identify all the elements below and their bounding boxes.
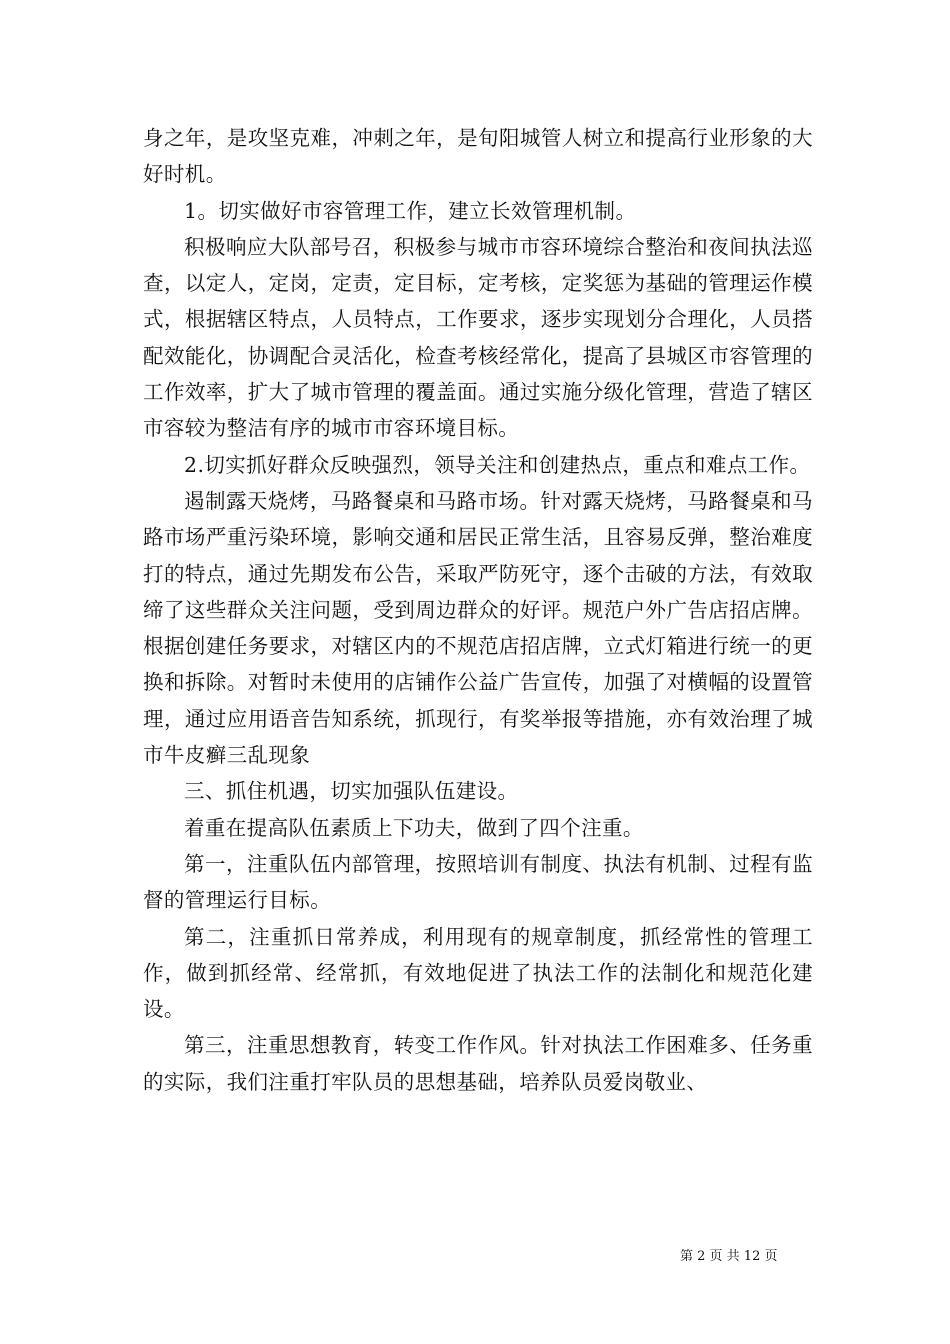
paragraph-8: 第一，注重队伍内部管理，按照培训有制度、执法有机制、过程有监督的管理运行目标。 <box>143 851 813 913</box>
paragraph-4: 2.切实抓好群众反映强烈，领导关注和创建热点，重点和难点工作。 <box>184 452 811 477</box>
page-number-label: 第 2 页 共 12 页 <box>680 1249 778 1264</box>
paragraph-2: 1。切实做好市容管理工作，建立长效管理机制。 <box>184 198 637 223</box>
paragraph-10: 第三，注重思想教育，转变工作作风。针对执法工作困难多、任务重的实际，我们注重打牢队员的思想基础，培养队员爱岗敬业、 <box>143 1033 813 1094</box>
page-number-footer <box>680 1248 777 1266</box>
document-body <box>143 120 813 1100</box>
paragraph-5: 遏制露天烧烤，马路餐桌和马路市场。针对露天烧烤，马路餐桌和马路市场严重污染环境，影响交通和居民正常生活，且容易反弹，整治难度打的特点，通过先期发布公告，采取严防死守，逐个击破的方法，有效取缔了这些群众关注问题，受到周边群众的好评。规范户外广告店招店牌。根据创建任务要求，对辖区内的不规范店招店牌，立式灯箱进行统一的更换和拆除。对暂时未使用的店铺作公益广告宣传，加强了对横幅的设置管理，通过应用语音告知系统，抓现行，有奖举报等措施，亦有效治理了城市牛皮癣三乱现象 <box>143 488 813 768</box>
paragraph-1: 身之年，是攻坚克难，冲刺之年，是旬阳城管人树立和提高行业形象的大好时机。 <box>143 126 813 187</box>
paragraph-3: 积极响应大队部号召，积极参与城市市容环境综合整治和夜间执法巡查，以定人，定岗，定责，定目标，定考核，定奖惩为基础的管理运作模式，根据辖区特点，人员特点，工作要求，逐步实现划分合理化，人员搭配效能化，协调配合灵活化，检查考核经常化，提高了县城区市容管理的工作效率，扩大了城市管理的覆盖面。通过实施分级化管理，营造了辖区市容较为整洁有序的城市市容环境目标。 <box>143 234 813 441</box>
paragraph-9: 第二，注重抓日常养成，利用现有的规章制度，抓经常性的管理工作，做到抓经常、经常抓，有效地促进了执法工作的法制化和规范化建设。 <box>143 924 813 1022</box>
paragraph-6: 三、抓住机遇，切实加强队伍建设。 <box>184 779 519 804</box>
paragraph-7: 着重在提高队伍素质上下功夫，做到了四个注重。 <box>184 815 644 840</box>
